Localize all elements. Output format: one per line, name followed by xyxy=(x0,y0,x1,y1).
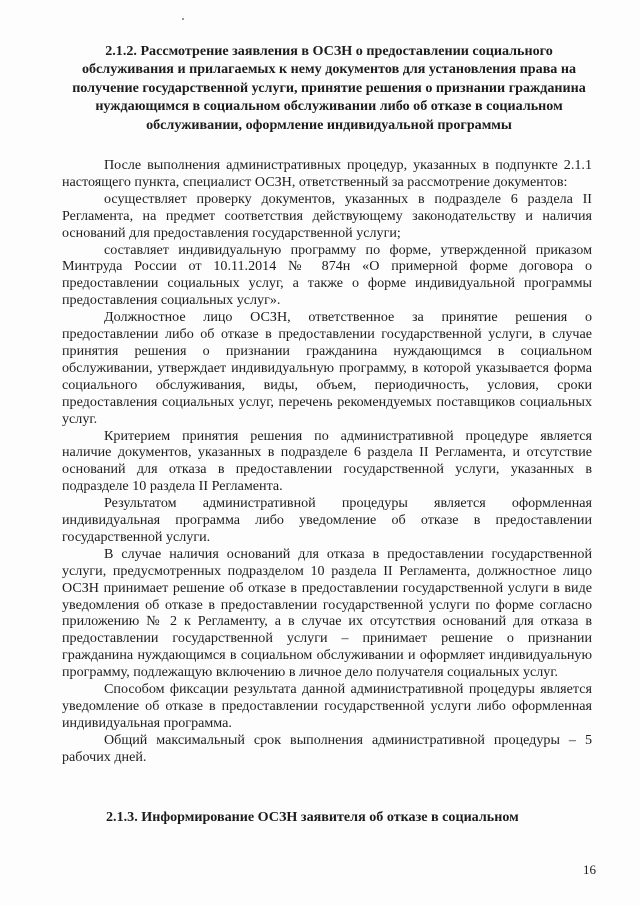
paragraph-criterion: Критерием принятия решения по административной процедуре является наличие документов, указанных в подразделе 6 раздела II Регламента, и отсутствие оснований для отказа в предоставлении государственной услуги, указанных в подразделе 10 раздела II Регламента. xyxy=(62,427,592,495)
paragraph-intro: После выполнения административных процедур, указанных в подпункте 2.1.1 настоящего пункта, специалист ОСЗН, ответственный за рассмотрение документов: xyxy=(62,157,592,190)
section-heading: 2.1.2. Рассмотрение заявления в ОСЗН о предоставлении социального обслуживания и прилагаемых к нему документов для установления права на получение государственной услуги, принятие решения о признании гражданина нуждающимся в социальном обслуживании либо об отказе в социальном обслуживании, оформление индивидуальной программы xyxy=(72,43,586,133)
paragraph-compose-program: составляет индивидуальную программу по форме, утвержденной приказом Минтруда России от 10.11.2014 № 874н «О примерной форме договора о предоставлении социальных услуг, а также о форме индивидуальной программы предоставления социальных услуг». xyxy=(62,241,592,309)
page-number: 16 xyxy=(583,862,596,877)
paragraph-result: Результатом административной процедуры является оформленная индивидуальная программа либо уведомление об отказе в предоставлении государственной услуги. xyxy=(62,495,592,545)
next-section-heading: 2.1.3. Информирование ОСЗН заявителя об отказе в социальном xyxy=(106,809,519,825)
paragraph-max-term: Общий максимальный срок выполнения административной процедуры – 5 рабочих дней. xyxy=(62,731,592,765)
scan-speck xyxy=(182,18,184,20)
body-text xyxy=(62,157,592,766)
paragraph-check-documents: осуществляет проверку документов, указанных в подразделе 6 раздела II Регламента, на предмет соответствия действующему законодательству и наличия оснований для предоставления государственной услуги; xyxy=(62,190,592,241)
paragraph-official-approves: Должностное лицо ОСЗН, ответственное за принятие решения о предоставлении либо об отказе в предоставлении государственной услуги, в случае принятия решения о признании гражданина нуждающимся в социальном обслуживании, утверждает индивидуальную программу, в которой указывается форма социального обслуживания, виды, объем, периодичность, условия, сроки предоставления социальных услуг, перечень рекомендуемых поставщиков социальных услуг. xyxy=(62,309,592,427)
paragraph-fixation: Способом фиксации результата данной административной процедуры является уведомление об отказе в предоставлении государственной услуги либо оформленная индивидуальная программа. xyxy=(62,681,592,731)
paragraph-refusal-case: В случае наличия оснований для отказа в предоставлении государственной услуги, предусмотренных подразделом 10 раздела II Регламента, должностное лицо ОСЗН принимает решение об отказе в предоставлении государственной услуги в виде уведомления об отказе в предоставлении государственной услуги по форме согласно приложению № 2 к Регламенту, а в случае их отсутствия оснований для отказа в предоставлении государственной услуги – принимает решение о признании гражданина нуждающимся в социальном обслуживании и оформляет индивидуальную программу, подлежащую включению в личное дело получателя социальных услуг. xyxy=(62,545,592,681)
